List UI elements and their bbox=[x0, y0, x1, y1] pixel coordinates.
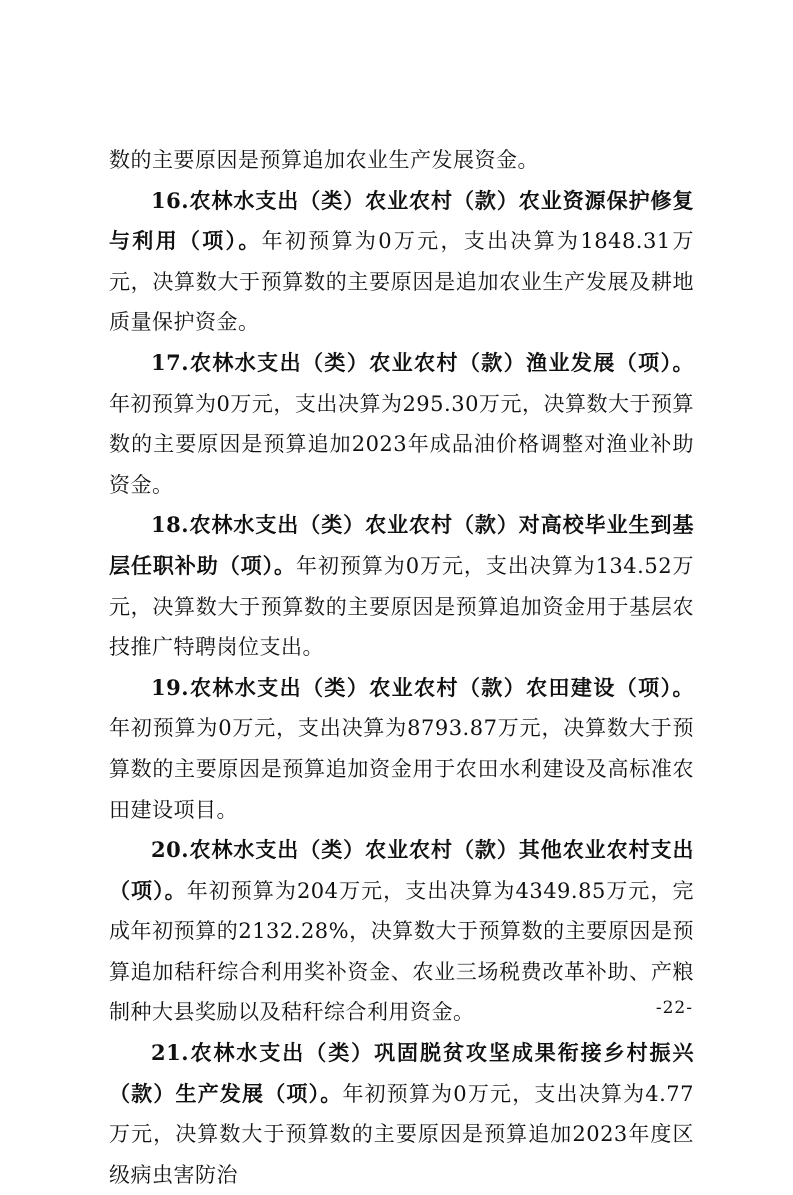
paragraph-heading: 18.农林水支出（类）农业农村（款）对高校毕业生到基层任职补助（项）。 bbox=[109, 512, 694, 578]
paragraph-continuation bbox=[109, 140, 694, 181]
paragraph-20 bbox=[109, 830, 694, 1033]
paragraph-body: 数的主要原因是预算追加农业生产发展资金。 bbox=[109, 148, 539, 172]
paragraph-heading: 19.农林水支出（类）农业农村（款）农田建设（项）。 bbox=[151, 674, 694, 700]
paragraph-18 bbox=[109, 505, 694, 667]
paragraph-heading: 16.农林水支出（类）农业农村（款）农业资源保护修复与利用（项）。 bbox=[109, 187, 694, 254]
paragraph-heading: 17.农林水支出（类）农业农村（款）渔业发展（项）。 bbox=[151, 349, 694, 375]
paragraph-body: 年初预算为0万元，支出决算为4.77万元，决算数大于预算数的主要原因是预算追加2023年度区级病虫害防治 bbox=[109, 1081, 695, 1187]
paragraph-body: 年初预算为0万元，支出决算为134.52万元，决算数大于预算数的主要原因是预算追加资金用于基层农技推广特聘岗位支出。 bbox=[109, 553, 694, 660]
paragraph-16 bbox=[109, 181, 694, 343]
paragraph-19 bbox=[109, 668, 694, 830]
paragraph-body: 年初预算为0万元，支出决算为1848.31万元，决算数大于预算数的主要原因是追加农业生产发展及耕地质量保护资金。 bbox=[109, 229, 695, 335]
paragraph-21 bbox=[109, 1033, 694, 1195]
body-text bbox=[109, 140, 694, 1195]
paragraph-body: 年初预算为0万元，支出决算为295.30万元，决算数大于预算数的主要原因是预算追加2023年成品油价格调整对渔业补助资金。 bbox=[109, 391, 694, 497]
paragraph-heading: 20.农林水支出（类）农业农村（款）其他农业农村支出（项）。 bbox=[109, 837, 694, 903]
paragraph-heading: 21.农林水支出（类）巩固脱贫攻坚成果衔接乡村振兴（款）生产发展（项）。 bbox=[109, 1040, 694, 1106]
paragraph-body: 年初预算为0万元，支出决算为8793.87万元，决算数大于预算数的主要原因是预算追加资金用于农田水利建设及高标准农田建设项目。 bbox=[109, 716, 694, 822]
page-number: -22- bbox=[655, 998, 693, 1018]
paragraph-17 bbox=[109, 343, 694, 505]
paragraph-body: 年初预算为204万元，支出决算为4349.85万元，完成年初预算的2132.28%，决算数大于预算数的主要原因是预算追加秸秆综合利用奖补资金、农业三场税费改革补助、产粮制种大县奖励以及秸秆综合利用资金。 bbox=[109, 878, 695, 1025]
